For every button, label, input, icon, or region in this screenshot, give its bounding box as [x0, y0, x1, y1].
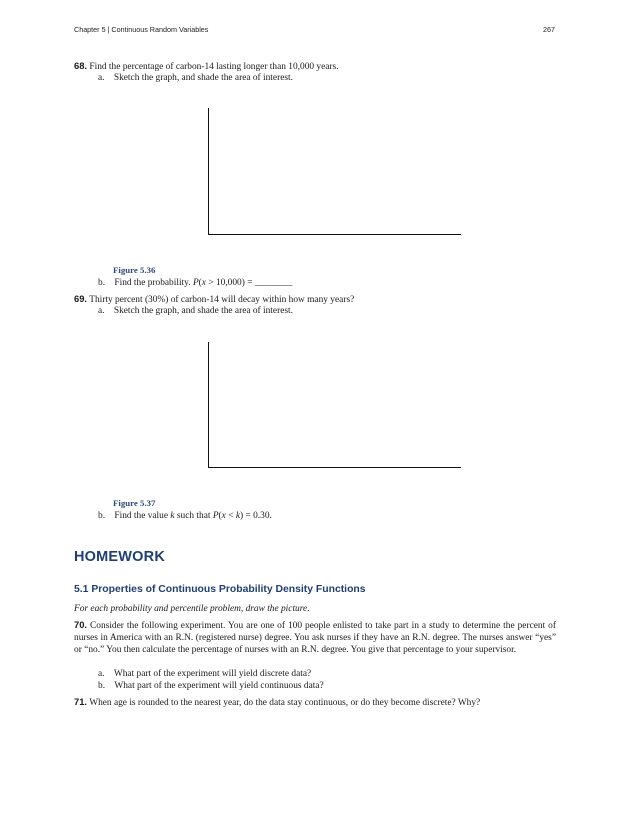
problem-69b — [98, 510, 272, 522]
section-title: 5.1 Properties of Continuous Probability Density Functions — [74, 584, 366, 595]
figure-5-37-caption: Figure 5.37 — [113, 498, 156, 508]
problem-68b-text: Find the probability. P(x > 10,000) = ________ — [114, 278, 293, 288]
x-axis-line — [208, 467, 461, 468]
running-header-chapter: Chapter 5 | Continuous Random Variables — [74, 25, 209, 34]
problem-70b-marker: b. — [98, 681, 106, 691]
problem-68a-text: Sketch the graph, and shade the area of interest. — [113, 73, 293, 83]
problem-69b-text: Find the value k such that P(x < k) = 0.30. — [114, 511, 272, 521]
problem-71 — [74, 696, 480, 709]
problem-70b-text: What part of the experiment will yield continuous data? — [114, 681, 324, 691]
problem-70a — [98, 668, 311, 680]
problem-68-number: 68. — [74, 60, 88, 71]
problem-68b — [98, 277, 292, 289]
problem-71-text: When age is rounded to the nearest year, do the data stay continuous, or do they become discrete? Why? — [89, 698, 481, 708]
page-number: 267 — [543, 25, 555, 34]
homework-heading: HOMEWORK — [74, 549, 166, 565]
x-axis-line — [208, 234, 461, 235]
figure-5-36-caption: Figure 5.36 — [113, 265, 156, 275]
problem-68-text: Find the percentage of carbon-14 lasting longer than 10,000 years. — [89, 62, 339, 72]
problem-68a — [98, 72, 293, 84]
y-axis-line — [208, 108, 209, 235]
problem-70b — [98, 680, 324, 692]
problem-70-text: Consider the following experiment. You are one of 100 people enlisted to take part in a study to determine the percent of nurses in America with an R.N. (registered nurse) degree. You ask nurses if they have an R.N. degree. The nurses answer “yes” or “no.” You then calculate the percentage of nurses with an R.N. degree. You give that percentage to your supervisor. — [74, 621, 556, 655]
y-axis-line — [208, 342, 209, 468]
problem-71-number: 71. — [74, 696, 88, 707]
problem-70a-text: What part of the experiment will yield discrete data? — [113, 669, 312, 679]
problem-69a — [98, 305, 293, 317]
homework-instruction: For each probability and percentile problem, draw the picture. — [74, 604, 310, 614]
problem-68a-marker: a. — [98, 73, 105, 83]
problem-70a-marker: a. — [98, 669, 105, 679]
problem-69b-marker: b. — [98, 511, 106, 521]
problem-70-number: 70. — [74, 619, 88, 630]
problem-69a-marker: a. — [98, 306, 105, 316]
problem-69-text: Thirty percent (30%) of carbon-14 will decay within how many years? — [89, 295, 355, 305]
problem-68b-marker: b. — [98, 278, 106, 288]
problem-70 — [74, 619, 556, 656]
problem-69-number: 69. — [74, 293, 88, 304]
problem-69a-text: Sketch the graph, and shade the area of interest. — [113, 306, 293, 316]
